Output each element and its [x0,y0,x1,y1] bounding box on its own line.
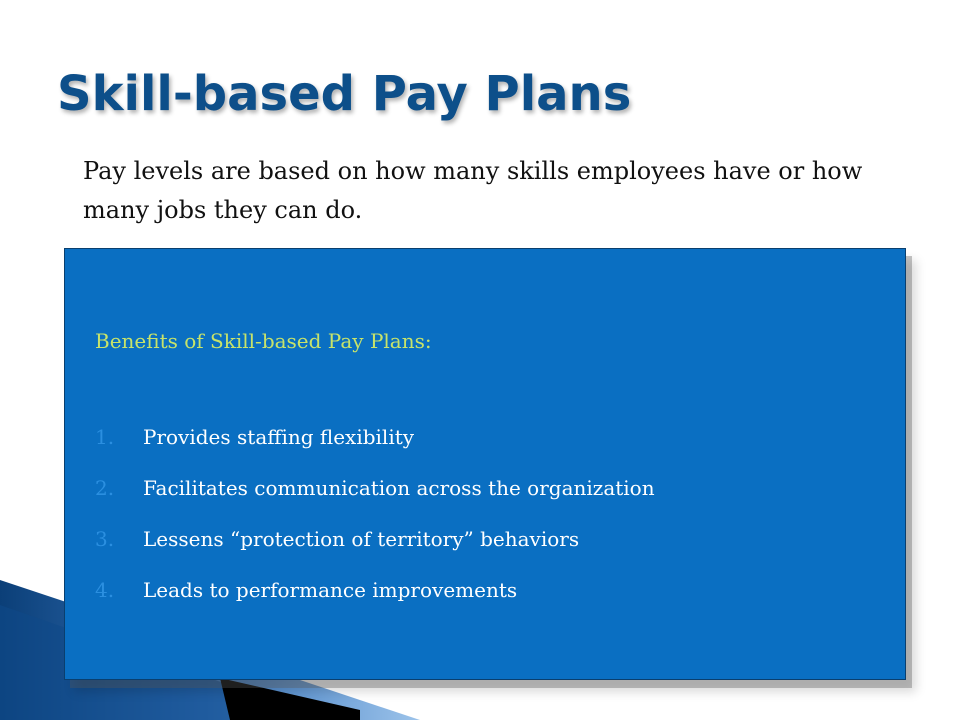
list-item [95,476,655,527]
list-item-text: Facilitates communication across the organization [143,476,655,500]
benefits-list [95,425,655,629]
list-item-number: 2. [95,476,115,500]
list-item-number: 1. [95,425,115,449]
slide-title: Skill-based Pay Plans [57,66,632,122]
list-item [95,527,655,578]
list-item [95,425,655,476]
list-item [95,578,655,629]
list-item-number: 4. [95,578,115,602]
list-item-text: Provides staffing flexibility [143,425,415,449]
benefits-heading: Benefits of Skill-based Pay Plans: [95,329,432,353]
intro-text: Pay levels are based on how many skills employees have or how many jobs they can do. [83,157,863,224]
list-item-number: 3. [95,527,115,551]
list-item-text: Leads to performance improvements [143,578,518,602]
list-item-text: Lessens “protection of territory” behaviors [143,527,580,551]
benefits-panel [64,248,906,680]
